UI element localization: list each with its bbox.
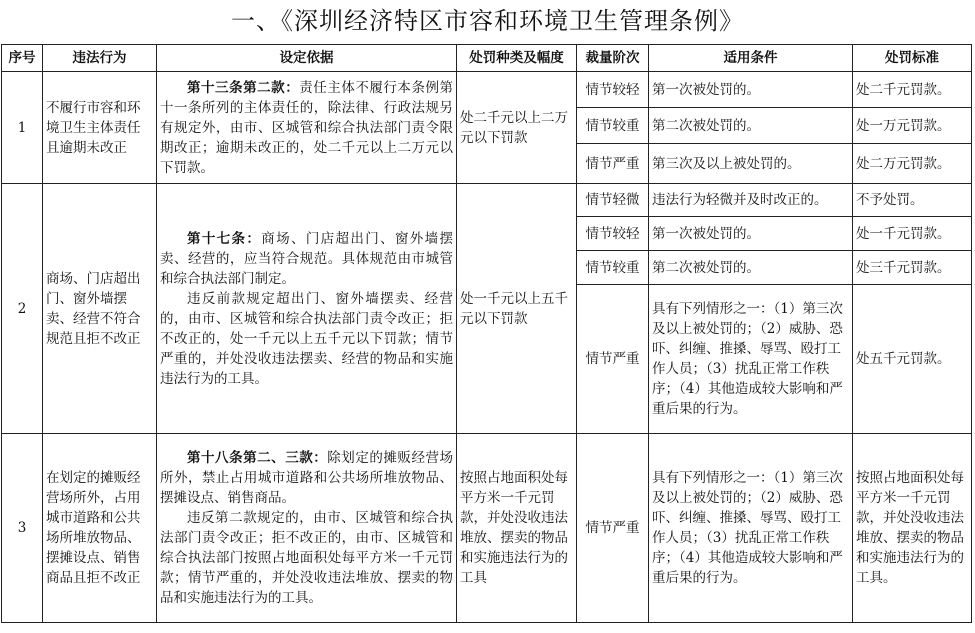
- standard: 处五千元罚款。: [853, 285, 972, 434]
- header-basis: 设定依据: [157, 45, 457, 72]
- row-basis: [157, 184, 457, 434]
- header-standard: 处罚标准: [853, 45, 972, 72]
- level: 情节较重: [577, 251, 649, 285]
- table-row: [2, 184, 972, 217]
- condition: 具有下列情形之一：（1）第三次及以上被处罚的；（2）威胁、恐吓、纠缠、推搡、辱骂、殴打工作人员；（3）扰乱正常工作秩序；（4）其他造成较大影响和严重后果的行为。: [649, 285, 853, 434]
- row-basis: [157, 72, 457, 184]
- standard: 处二千元罚款。: [853, 72, 972, 108]
- row-violation: 商场、门店超出门、窗外墙摆卖、经营不符合规范且拒不改正: [43, 184, 157, 434]
- row-penalty: 处二千元以上二万元以下罚款: [457, 72, 577, 184]
- level: 情节严重: [577, 144, 649, 184]
- condition: 第二次被处罚的。: [649, 251, 853, 285]
- level: 情节轻微: [577, 184, 649, 217]
- article-text: 责任主体不履行本条例第十一条所列的主体责任的，除法律、行政法规另有规定外，由市、区城管和综合执法部门责令限期改正；逾期未改正的，处二千元以上二万元以下罚款。: [160, 79, 454, 176]
- article-paragraph: 违反第二款规定的，由市、区城管和综合执法部门责令改正；拒不改正的，由市、区城管和综合执法部门按照占地面积处每平方米一千元罚款；情节严重的，并处没收违法堆放、摆卖的物品和实施违法行为的工具。: [160, 510, 453, 606]
- condition: 第一次被处罚的。: [649, 72, 853, 108]
- table-header: [2, 45, 972, 72]
- article-text: 除划定的摊贩经营场所外，禁止占用城市道路和公共场所堆放物品、摆摊设点、销售商品。: [160, 450, 454, 506]
- condition: 具有下列情形之一：（1）第三次及以上被处罚的；（2）威胁、恐吓、纠缠、推搡、辱骂、殴打工作人员；（3）扰乱正常工作秩序；（4）其他造成较大影响和严重后果的行为。: [649, 434, 853, 623]
- standard: 处一千元罚款。: [853, 217, 972, 251]
- article-ref: 第十三条第二款：: [187, 79, 300, 96]
- article-ref: 第十八条第二、三款：: [187, 450, 328, 466]
- document-title: 一、《深圳经济特区市容和环境卫生管理条例》: [231, 7, 744, 35]
- row-no: 1: [2, 72, 43, 184]
- header-violation: 违法行为: [43, 45, 157, 72]
- condition: 第二次被处罚的。: [649, 108, 853, 144]
- standard: 不予处罚。: [853, 184, 972, 217]
- article-paragraph: 违反前款规定超出门、窗外墙摆卖、经营的，由市、区城管和综合执法部门责令改正；拒不改正的，处一千元以上五千元以下罚款；情节严重的，并处没收违法摆卖、经营的物品和实施违法行为的工具。: [160, 290, 453, 387]
- table-row: [2, 72, 972, 108]
- level: 情节较轻: [577, 72, 649, 108]
- level: 情节严重: [577, 434, 649, 623]
- row-violation: 不履行市容和环境卫生主体责任且逾期未改正: [43, 72, 157, 184]
- level: 情节较轻: [577, 217, 649, 251]
- row-violation: 在划定的摊贩经营场所外，占用城市道路和公共场所堆放物品、摆摊设点、销售商品且拒不改正: [43, 434, 157, 623]
- standard: 按照占地面积处每平方米一千元罚款，并处没收违法堆放、摆卖的物品和实施违法行为的工具。: [853, 434, 972, 623]
- header-condition: 适用条件: [649, 45, 853, 72]
- header-penalty: 处罚种类及幅度: [457, 45, 577, 72]
- condition: 第三次及以上被处罚的。: [649, 144, 853, 184]
- table-row: [2, 434, 972, 623]
- article-ref: 第十七条：: [187, 230, 262, 247]
- level: 情节较重: [577, 108, 649, 144]
- standard: 处二万元罚款。: [853, 144, 972, 184]
- header-no: 序号: [2, 45, 43, 72]
- row-penalty: 按照占地面积处每平方米一千元罚款，并处没收违法堆放、摆卖的物品和实施违法行为的工具: [457, 434, 577, 623]
- condition: 违法行为轻微并及时改正的。: [649, 184, 853, 217]
- level: 情节严重: [577, 285, 649, 434]
- article-text: 商场、门店超出门、窗外墙摆卖、经营的，应当符合规范。具体规范由市城管和综合执法部门制定。: [160, 230, 454, 287]
- standard: 处三千元罚款。: [853, 251, 972, 285]
- row-no: 3: [2, 434, 43, 623]
- condition: 第一次被处罚的。: [649, 217, 853, 251]
- header-level: 裁量阶次: [577, 45, 649, 72]
- row-no: 2: [2, 184, 43, 434]
- standard: 处一万元罚款。: [853, 108, 972, 144]
- row-basis: [157, 434, 457, 623]
- row-penalty: 处一千元以上五千元以下罚款: [457, 184, 577, 434]
- penalty-table: [1, 44, 972, 623]
